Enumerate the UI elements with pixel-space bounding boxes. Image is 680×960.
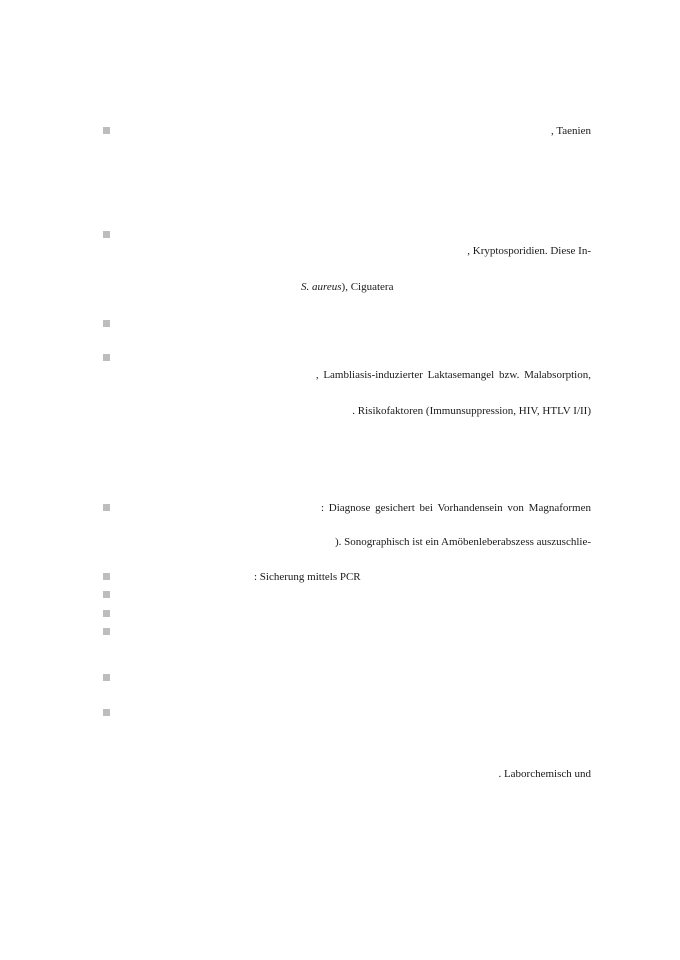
list-bullet-7: [103, 591, 110, 598]
list-bullet-1: [103, 127, 110, 134]
list-bullet-4: [103, 354, 110, 361]
text-laborchemisch: . Laborchemisch und: [498, 768, 591, 780]
text-sonographisch: ). Sonographisch ist ein Amöbenleberabszess auszuschlie-: [335, 536, 591, 548]
text-risikofaktoren: . Risikofaktoren (Immunsuppression, HIV, HTLV I/II): [352, 405, 591, 417]
list-bullet-8: [103, 610, 110, 617]
list-bullet-11: [103, 709, 110, 716]
list-bullet-10: [103, 674, 110, 681]
text-kryptosporidien: , Kryptosporidien. Diese In-: [467, 245, 591, 257]
list-bullet-6: [103, 573, 110, 580]
text-ciguatera-line: [301, 280, 393, 294]
list-bullet-9: [103, 628, 110, 635]
text-s-aureus: S. aureus: [301, 281, 342, 293]
text-lambliasis: , Lambliasis-induzierter Laktasemangel bzw. Malabsorption,: [315, 369, 591, 381]
list-bullet-5: [103, 504, 110, 511]
text-pcr: : Sicherung mittels PCR: [254, 571, 361, 583]
text-ciguatera: ), Ciguatera: [341, 281, 394, 293]
text-taenien: , Taenien: [551, 125, 591, 137]
list-bullet-3: [103, 320, 110, 327]
text-diagnose: : Diagnose gesichert bei Vorhandensein von Magnaformen: [320, 502, 591, 514]
list-bullet-2: [103, 231, 110, 238]
